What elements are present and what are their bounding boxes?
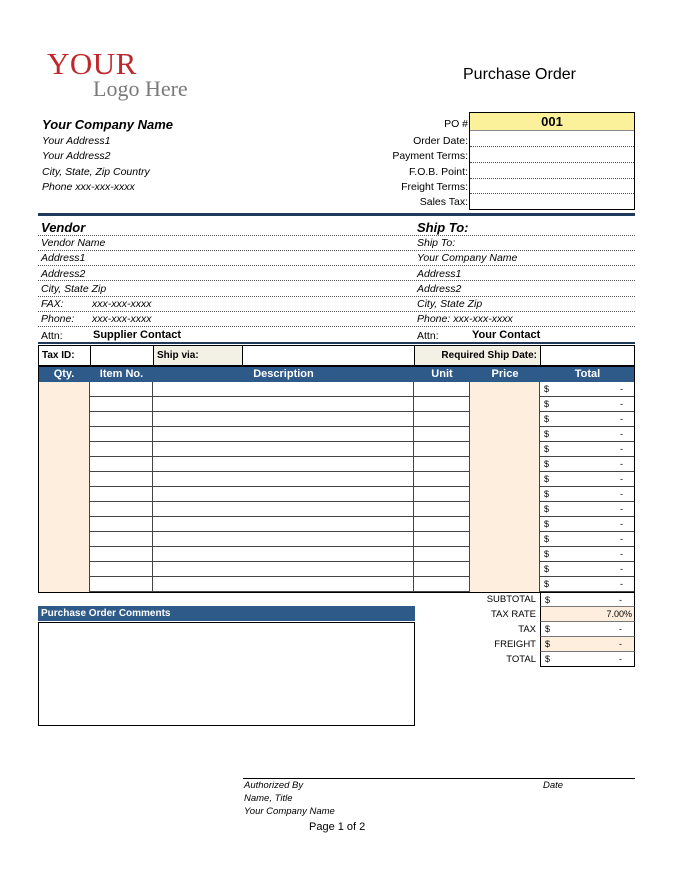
unit-cell[interactable] (414, 517, 470, 532)
unit-cell[interactable] (414, 577, 470, 592)
currency-symbol: $ (544, 399, 550, 409)
row-total-value: - (620, 549, 623, 559)
description-cell[interactable] (153, 532, 414, 547)
description-cell[interactable] (153, 427, 414, 442)
qty-cell[interactable] (38, 577, 90, 592)
item-no-cell[interactable] (90, 457, 153, 472)
vendor-attn-label: Attn: (41, 330, 63, 342)
tax-id-field[interactable] (91, 346, 154, 365)
name-title-label: Name, Title (244, 793, 293, 804)
ship-to-phone[interactable]: Phone: xxx-xxx-xxxx (417, 313, 513, 325)
tax-rate-field[interactable] (540, 607, 635, 622)
table-row (38, 472, 635, 487)
table-row (38, 577, 635, 592)
table-row (38, 487, 635, 502)
payment-terms-label: Payment Terms: (392, 150, 468, 162)
tax-rate-label: TAX RATE (490, 609, 536, 620)
company-address2[interactable]: Your Address2 (42, 150, 111, 162)
section-divider (38, 213, 635, 216)
currency-symbol: $ (544, 489, 550, 499)
ship-to-city[interactable]: City, State Zip (417, 298, 483, 310)
po-fields-box (469, 112, 635, 210)
price-cell[interactable] (470, 577, 540, 592)
currency-symbol: $ (545, 654, 551, 664)
price-cell[interactable] (470, 427, 540, 442)
order-date-field[interactable] (470, 131, 634, 147)
subtotal-value (540, 592, 635, 607)
vendor-city[interactable]: City, State Zip (41, 283, 107, 295)
row-total-value: - (620, 444, 623, 454)
total-cell (540, 547, 635, 562)
row-total-value: - (620, 519, 623, 529)
price-cell[interactable] (470, 457, 540, 472)
item-no-cell[interactable] (90, 502, 153, 517)
currency-symbol: $ (545, 624, 551, 634)
currency-symbol: $ (544, 549, 550, 559)
qty-cell[interactable] (38, 532, 90, 547)
price-cell[interactable] (470, 562, 540, 577)
row-total-value: - (620, 384, 623, 394)
unit-cell[interactable] (414, 457, 470, 472)
order-date-label: Order Date: (413, 135, 468, 147)
currency-symbol: $ (544, 384, 550, 394)
total-cell (540, 472, 635, 487)
comments-header: Purchase Order Comments (38, 606, 415, 621)
price-cell[interactable] (470, 517, 540, 532)
unit-cell[interactable] (414, 532, 470, 547)
item-no-cell[interactable] (90, 472, 153, 487)
description-cell[interactable] (153, 412, 414, 427)
unit-cell[interactable] (414, 487, 470, 502)
vendor-address2[interactable]: Address2 (41, 268, 86, 280)
unit-cell[interactable] (414, 442, 470, 457)
col-total: Total (574, 368, 601, 380)
total-cell (540, 562, 635, 577)
ship-to-header: Ship To: (417, 220, 469, 235)
divider (38, 265, 635, 266)
currency-symbol: $ (544, 519, 550, 529)
item-no-cell[interactable] (90, 562, 153, 577)
ship-to-name[interactable]: Your Company Name (417, 252, 518, 264)
total-cell (540, 382, 635, 397)
currency-symbol: $ (544, 414, 550, 424)
price-cell[interactable] (470, 487, 540, 502)
total-value (540, 652, 635, 667)
item-no-cell[interactable] (90, 547, 153, 562)
unit-cell[interactable] (414, 547, 470, 562)
ship-to-address2[interactable]: Address2 (417, 283, 462, 295)
total-cell (540, 442, 635, 457)
row-total-value: - (620, 414, 623, 424)
total-cell (540, 412, 635, 427)
currency-symbol: $ (545, 639, 551, 649)
currency-symbol: $ (545, 595, 551, 605)
qty-cell[interactable] (38, 457, 90, 472)
price-cell[interactable] (470, 532, 540, 547)
po-number-field[interactable]: 001 (470, 113, 634, 131)
table-row (38, 427, 635, 442)
description-cell[interactable] (153, 397, 414, 412)
unit-cell[interactable] (414, 502, 470, 517)
vendor-phone-label: Phone: (41, 313, 75, 325)
col-price: Price (491, 368, 519, 380)
item-no-cell[interactable] (90, 532, 153, 547)
vendor-name[interactable]: Vendor Name (41, 237, 106, 249)
currency-symbol: $ (544, 459, 550, 469)
description-cell[interactable] (153, 577, 414, 592)
qty-cell[interactable] (38, 562, 90, 577)
company-phone[interactable]: Phone xxx-xxx-xxxx (42, 181, 135, 193)
table-row (38, 517, 635, 532)
freight-amount: - (619, 639, 622, 649)
table-row (38, 547, 635, 562)
qty-cell[interactable] (38, 412, 90, 427)
description-cell[interactable] (153, 382, 414, 397)
ship-to-label: Ship To: (417, 237, 456, 249)
ship-to-attn-value[interactable]: Your Contact (472, 329, 541, 341)
table-row (38, 532, 635, 547)
qty-cell[interactable] (38, 502, 90, 517)
description-cell[interactable] (153, 457, 414, 472)
signature-company: Your Company Name (244, 806, 335, 817)
qty-cell[interactable] (38, 382, 90, 397)
tax-amount: - (619, 624, 622, 634)
date-label: Date (543, 780, 564, 791)
subtotal-amount: - (619, 595, 622, 605)
total-cell (540, 577, 635, 592)
table-row (38, 412, 635, 427)
shipping-info-row (38, 345, 635, 366)
description-cell[interactable] (153, 442, 414, 457)
divider (38, 311, 635, 312)
currency-symbol: $ (544, 579, 550, 589)
logo-your: YOUR (47, 46, 137, 81)
col-qty: Qty. (53, 368, 75, 380)
vendor-attn-value[interactable]: Supplier Contact (93, 329, 182, 341)
qty-cell[interactable] (38, 397, 90, 412)
currency-symbol: $ (544, 429, 550, 439)
row-total-value: - (620, 564, 623, 574)
item-no-cell[interactable] (90, 487, 153, 502)
logo-here: Logo Here (93, 76, 188, 101)
price-cell[interactable] (470, 442, 540, 457)
total-cell (540, 397, 635, 412)
ship-to-address1[interactable]: Address1 (417, 268, 462, 280)
row-total-value: - (620, 534, 623, 544)
table-row (38, 562, 635, 577)
vendor-address1[interactable]: Address1 (41, 252, 86, 264)
fob-label: F.O.B. Point: (409, 166, 468, 178)
total-cell (540, 502, 635, 517)
col-unit: Unit (431, 368, 453, 380)
subtotal-label: SUBTOTAL (486, 594, 536, 605)
currency-symbol: $ (544, 444, 550, 454)
currency-symbol: $ (544, 564, 550, 574)
vendor-fax-value[interactable]: xxx-xxx-xxxx (92, 298, 152, 310)
description-cell[interactable] (153, 487, 414, 502)
description-cell[interactable] (153, 502, 414, 517)
company-address1[interactable]: Your Address1 (42, 135, 111, 147)
tax-value (540, 622, 635, 637)
unit-cell[interactable] (414, 427, 470, 442)
currency-symbol: $ (544, 474, 550, 484)
page-title: Purchase Order (463, 66, 576, 83)
col-item-no: Item No. (99, 368, 144, 380)
divider (38, 250, 635, 251)
unit-cell[interactable] (414, 397, 470, 412)
unit-cell[interactable] (414, 412, 470, 427)
comments-field[interactable] (38, 622, 415, 726)
authorized-by-label: Authorized By (244, 780, 304, 791)
divider (38, 296, 635, 297)
tax-id-label: Tax ID: (39, 346, 91, 365)
section-divider (38, 342, 635, 344)
price-cell[interactable] (470, 382, 540, 397)
freight-field[interactable] (540, 637, 635, 652)
vendor-header: Vendor (41, 220, 86, 235)
tax-rate-value: 7.00% (606, 609, 632, 619)
row-total-value: - (620, 429, 623, 439)
company-name[interactable]: Your Company Name (42, 117, 173, 132)
total-cell (540, 532, 635, 547)
total-amount: - (619, 654, 622, 664)
currency-symbol: $ (544, 504, 550, 514)
row-total-value: - (620, 504, 623, 514)
unit-cell[interactable] (414, 472, 470, 487)
freight-terms-field[interactable] (470, 178, 634, 194)
row-total-value: - (620, 579, 623, 589)
table-row (38, 397, 635, 412)
table-row (38, 502, 635, 517)
page-number: Page 1 of 2 (309, 821, 366, 833)
tax-label: TAX (518, 624, 536, 635)
item-no-cell[interactable] (90, 382, 153, 397)
table-header (38, 366, 635, 382)
item-no-cell[interactable] (90, 517, 153, 532)
vendor-fax-label: FAX: (41, 298, 64, 310)
price-cell[interactable] (470, 502, 540, 517)
qty-cell[interactable] (38, 517, 90, 532)
qty-cell[interactable] (38, 427, 90, 442)
fob-field[interactable] (470, 163, 634, 179)
row-total-value: - (620, 459, 623, 469)
price-cell[interactable] (470, 397, 540, 412)
divider (38, 326, 635, 327)
required-ship-date-field[interactable] (541, 346, 634, 365)
total-cell (540, 517, 635, 532)
total-label: TOTAL (506, 654, 536, 665)
description-cell[interactable] (153, 547, 414, 562)
unit-cell[interactable] (414, 562, 470, 577)
row-total-value: - (620, 474, 623, 484)
currency-symbol: $ (544, 534, 550, 544)
description-cell[interactable] (153, 472, 414, 487)
ship-to-attn-label: Attn: (417, 330, 439, 342)
table-row (38, 457, 635, 472)
company-city[interactable]: City, State, Zip Country (42, 166, 150, 178)
row-total-value: - (620, 489, 623, 499)
unit-cell[interactable] (414, 382, 470, 397)
vendor-phone-value[interactable]: xxx-xxx-xxxx (92, 313, 152, 325)
divider (38, 235, 635, 236)
payment-terms-field[interactable] (470, 147, 634, 163)
qty-cell[interactable] (38, 472, 90, 487)
description-cell[interactable] (153, 517, 414, 532)
item-no-cell[interactable] (90, 577, 153, 592)
freight-terms-label: Freight Terms: (401, 181, 468, 193)
qty-cell[interactable] (38, 442, 90, 457)
table-row (38, 442, 635, 457)
total-cell (540, 457, 635, 472)
table-row (38, 382, 635, 397)
item-no-cell[interactable] (90, 442, 153, 457)
ship-via-label: Ship via: (154, 346, 243, 365)
ship-via-field[interactable] (243, 346, 415, 365)
item-no-cell[interactable] (90, 427, 153, 442)
price-cell[interactable] (470, 412, 540, 427)
row-total-value: - (620, 399, 623, 409)
required-ship-date-label: Required Ship Date: (415, 346, 541, 365)
sales-tax-label: Sales Tax: (419, 196, 468, 208)
price-cell[interactable] (470, 472, 540, 487)
item-no-cell[interactable] (90, 397, 153, 412)
divider (38, 280, 635, 281)
description-cell[interactable] (153, 562, 414, 577)
qty-cell[interactable] (38, 487, 90, 502)
sales-tax-field[interactable] (470, 193, 634, 209)
col-description: Description (253, 368, 314, 380)
total-cell (540, 427, 635, 442)
signature-line (243, 778, 635, 779)
qty-cell[interactable] (38, 547, 90, 562)
item-no-cell[interactable] (90, 412, 153, 427)
price-cell[interactable] (470, 547, 540, 562)
freight-label: FREIGHT (494, 639, 536, 650)
total-cell (540, 487, 635, 502)
po-label: PO # (444, 118, 468, 130)
